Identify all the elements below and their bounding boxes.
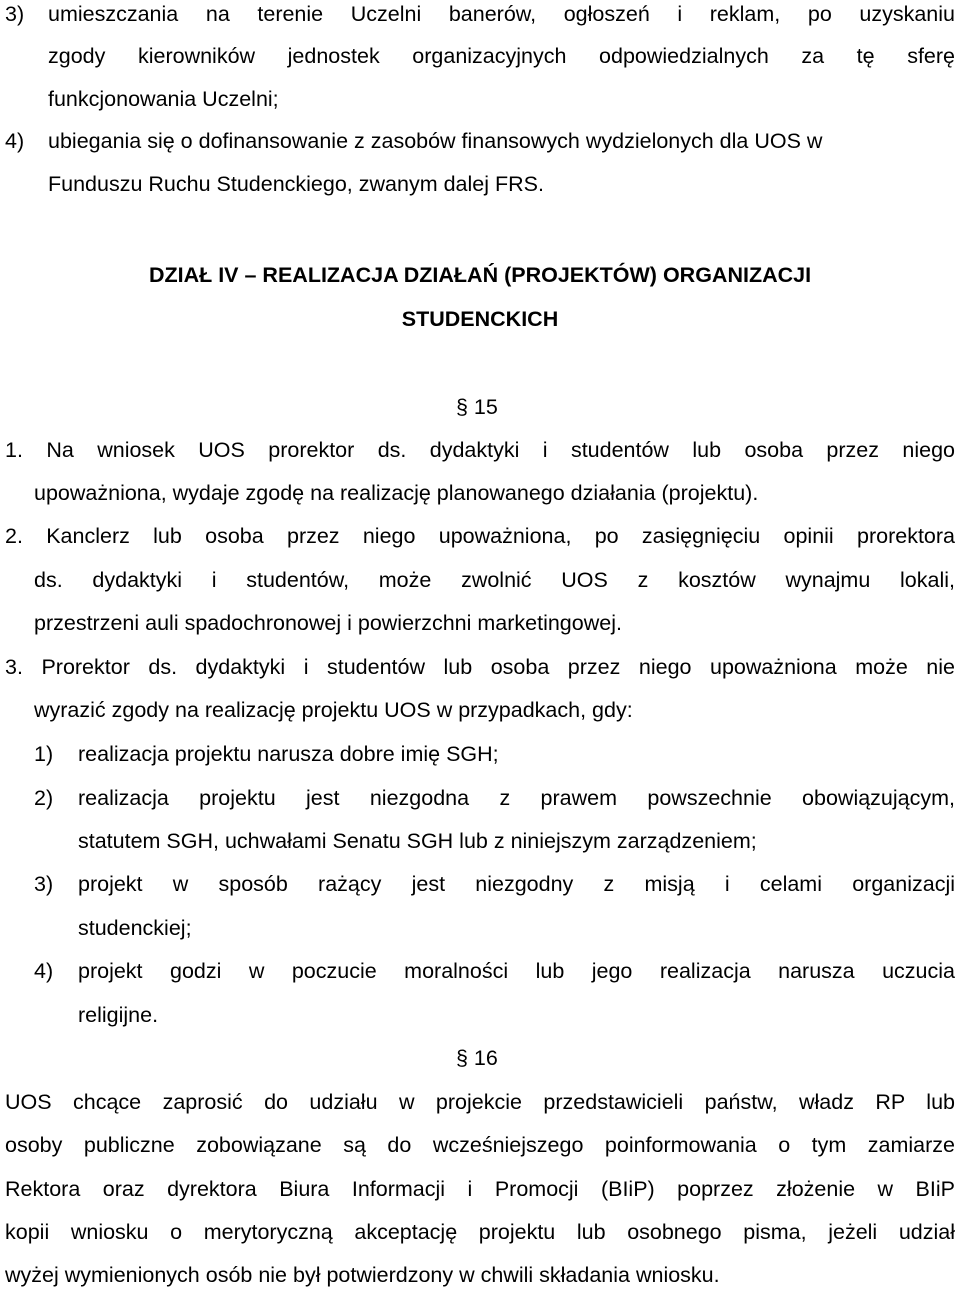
paragraph-point-line: 1. Na wniosek UOS prorektor ds. dydaktyki i studentów lub osoba przez niego [5,438,955,462]
paragraph-point-line: wyrazić zgody na realizację projektu UOS w przypadkach, gdy: [34,698,633,722]
section-heading-line: STUDENCKICH [401,307,559,331]
subitem-text-line: religijne. [78,1003,159,1027]
paragraph-mark: § 16 [456,1046,498,1070]
list-item-text-line: Funduszu Ruchu Studenckiego, zwanym dalej FRS. [48,172,544,196]
paragraph-text-line: kopii wniosku o merytoryczną akceptację projektu lub osobnego pisma, jeżeli udział [5,1220,955,1244]
paragraph-point-line: przestrzeni auli spadochronowej i powierzchni marketingowej. [34,611,622,635]
subitem-number: 3) [34,872,54,896]
list-item-number: 3) [5,2,25,26]
paragraph-point-line: 3. Prorektor ds. dydaktyki i studentów lub osoba przez niego upoważniona może nie [5,655,955,679]
subitem-number: 4) [34,959,54,983]
paragraph-text-line: Rektora oraz dyrektora Biura Informacji i Promocji (BIiP) poprzez złożenie w BIiP [5,1177,955,1201]
subitem-text-line: realizacja projektu narusza dobre imię SGH; [78,742,499,766]
list-item-text-line: umieszczania na terenie Uczelni banerów, ogłoszeń i reklam, po uzyskaniu [48,2,955,26]
paragraph-point-line: ds. dydaktyki i studentów, może zwolnić UOS z kosztów wynajmu lokali, [34,568,955,592]
list-item-number: 4) [5,129,25,153]
subitem-number: 2) [34,786,54,810]
subitem-text-line: projekt godzi w poczucie moralności lub jego realizacja narusza uczucia [78,959,955,983]
paragraph-point-line: upoważniona, wydaje zgodę na realizację planowanego działania (projektu). [34,481,759,505]
list-item-text-line: zgody kierowników jednostek organizacyjnych odpowiedzialnych za tę sferę [48,44,955,68]
subitem-text-line: statutem SGH, uchwałami Senatu SGH lub z niniejszym zarządzeniem; [78,829,757,853]
subitem-number: 1) [34,742,54,766]
list-item-text-line: funkcjonowania Uczelni; [48,87,279,111]
list-item-text-line: ubiegania się o dofinansowanie z zasobów finansowych wydzielonych dla UOS w [48,129,823,153]
subitem-text-line: projekt w sposób rażący jest niezgodny z misją i celami organizacji [78,872,955,896]
section-heading-line: DZIAŁ IV – REALIZACJA DZIAŁAŃ (PROJEKTÓW) ORGANIZACJI [148,263,812,287]
paragraph-point-line: 2. Kanclerz lub osoba przez niego upoważniona, po zasięgnięciu opinii prorektora [5,524,955,548]
subitem-text-line: realizacja projektu jest niezgodna z prawem powszechnie obowiązującym, [78,786,955,810]
paragraph-mark: § 15 [456,395,498,419]
paragraph-text-line: wyżej wymienionych osób nie był potwierdzony w chwili składania wniosku. [5,1263,720,1287]
paragraph-text-line: UOS chcące zaprosić do udziału w projekcie przedstawicieli państw, władz RP lub [5,1090,955,1114]
subitem-text-line: studenckiej; [78,916,192,940]
paragraph-text-line: osoby publiczne zobowiązane są do wcześniejszego poinformowania o tym zamiarze [5,1133,955,1157]
